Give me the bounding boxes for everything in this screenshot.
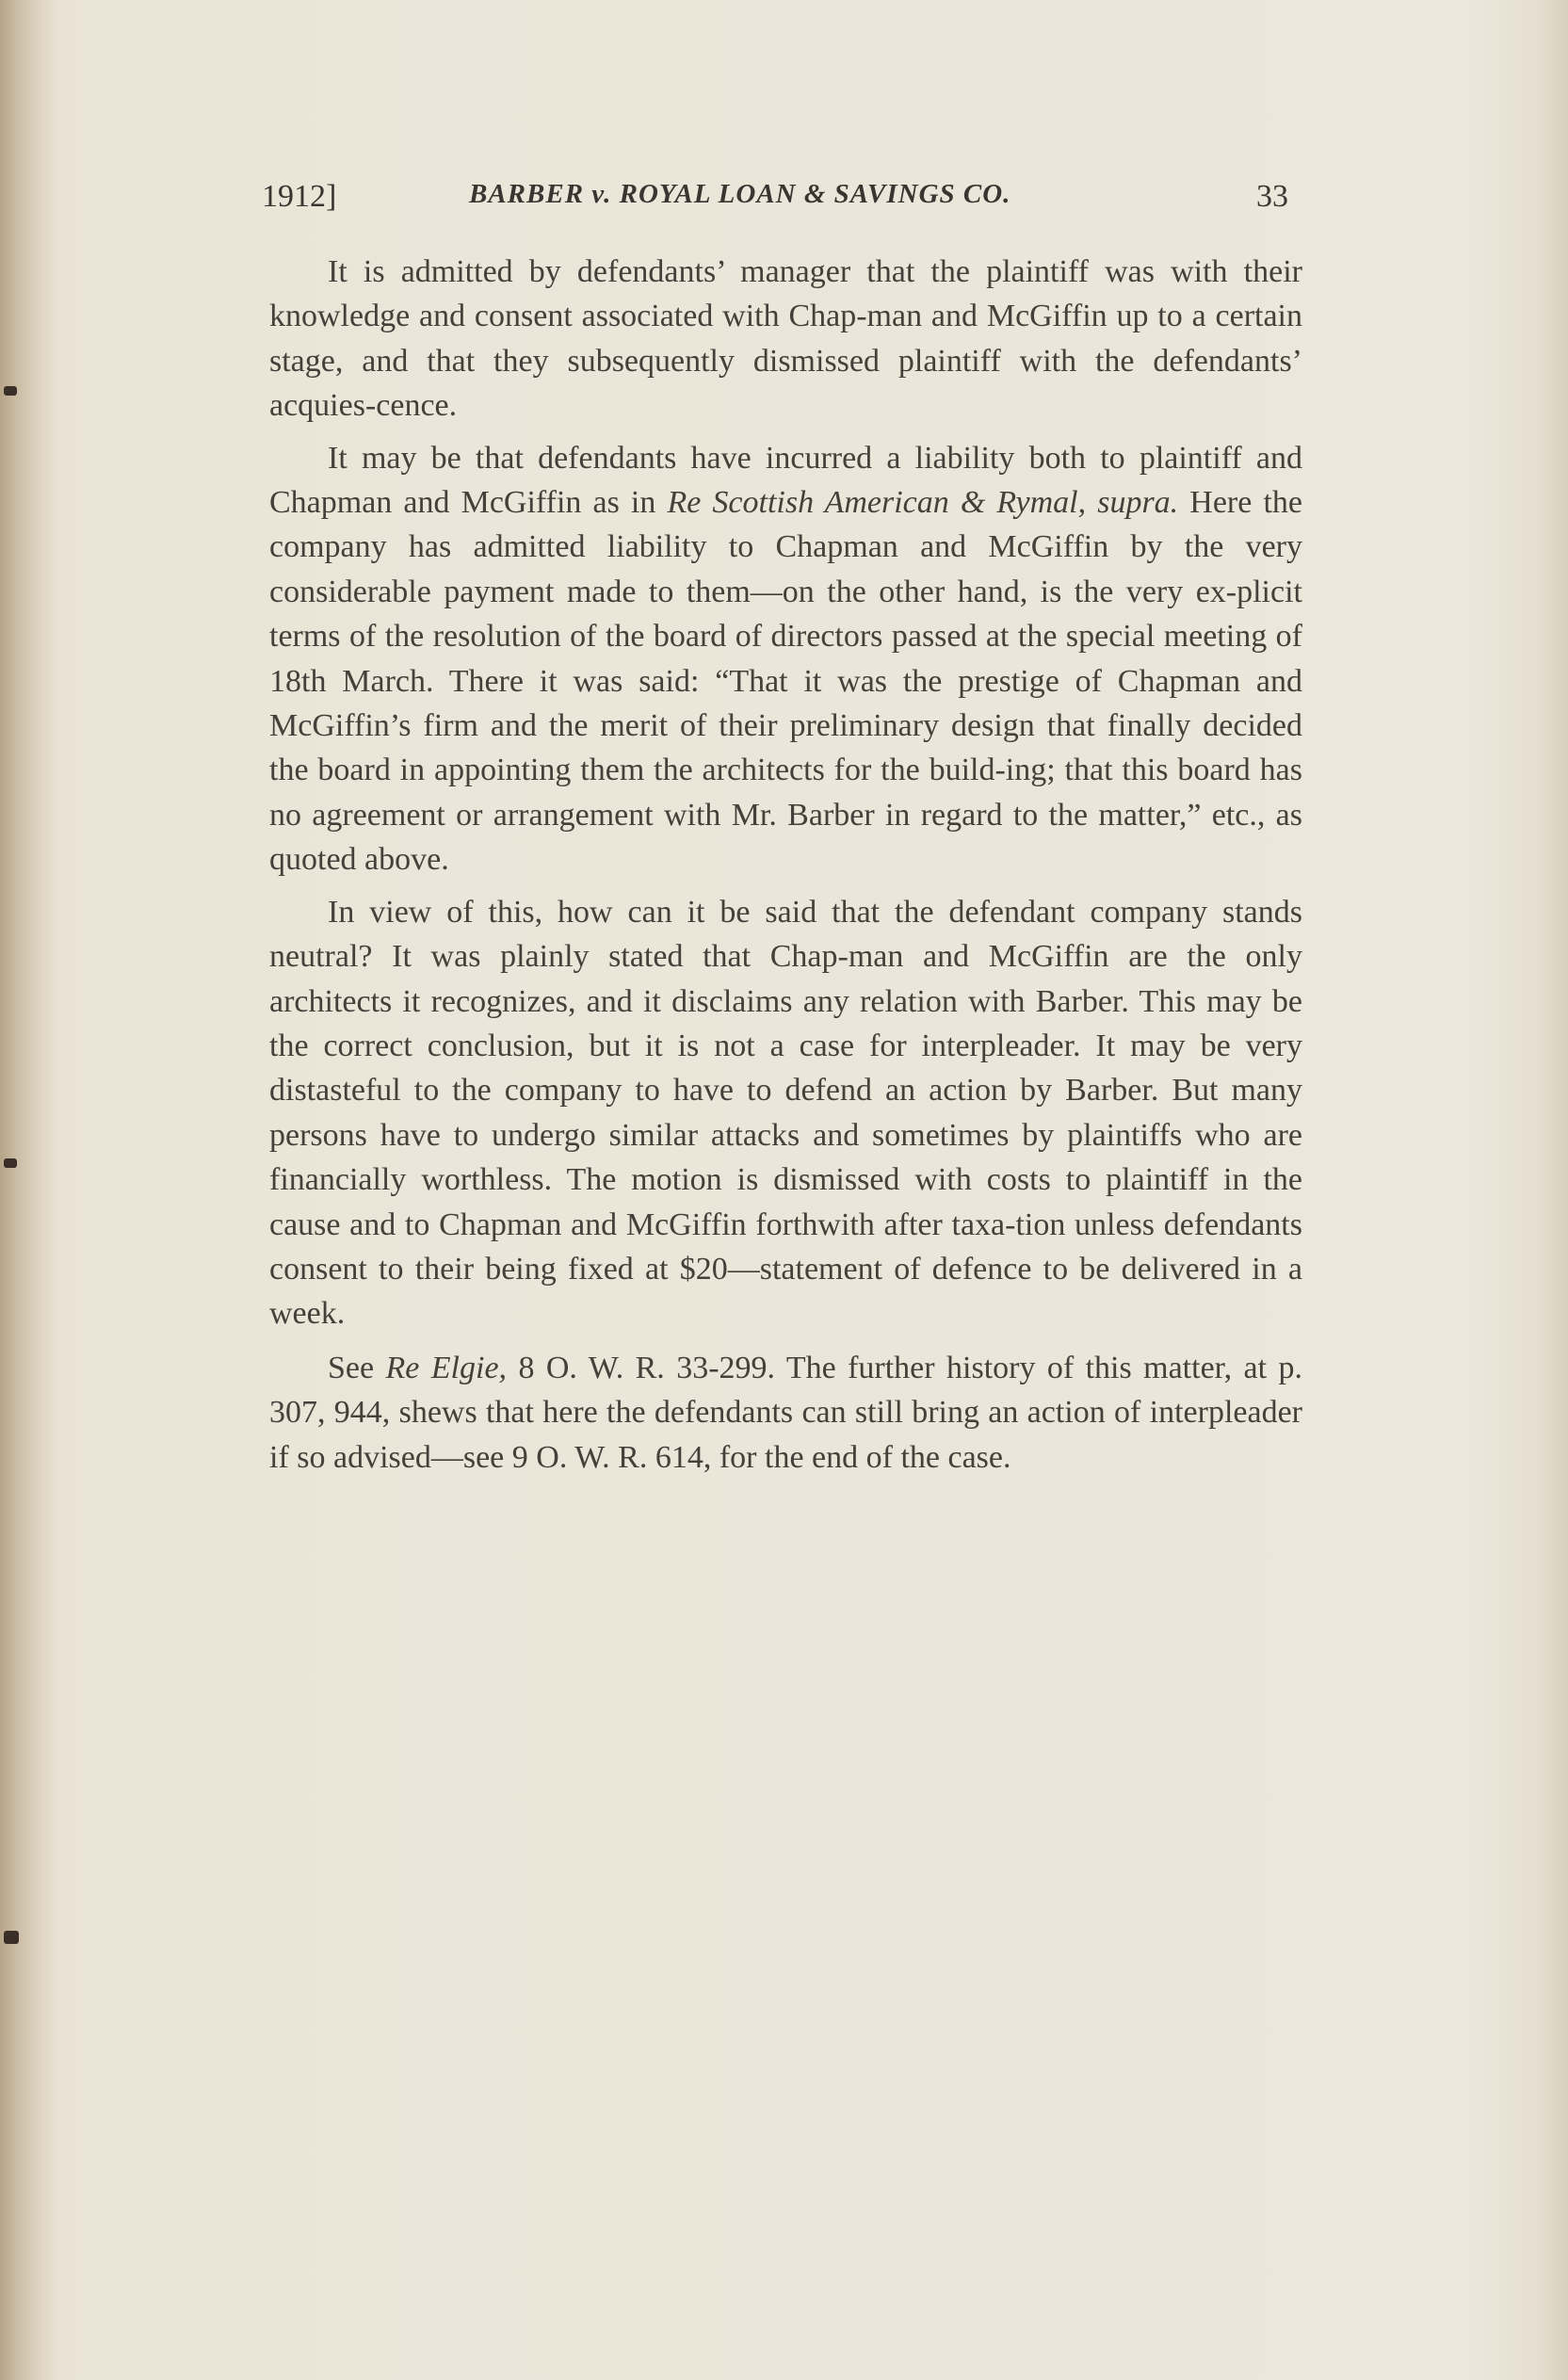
paragraph-text: See xyxy=(328,1350,386,1385)
paragraph xyxy=(269,436,1302,882)
header-case-title: BARBER v. ROYAL LOAN & SAVINGS CO. xyxy=(469,179,1011,209)
header-year: 1912] xyxy=(262,179,337,214)
binding-hole-mark xyxy=(4,1158,17,1168)
paragraph xyxy=(269,250,1302,429)
binding-hole-mark xyxy=(4,1931,19,1944)
page-gutter-shadow xyxy=(0,0,57,2380)
paragraph-text: In view of this, how can it be said that the defendant company stands neutral? It was plainly stated that Chap-man and McGiffin are the only architects it recognizes, and it disclaims any relation with Barber. This may be the correct conclusion, but it is not a case for interpleader. It may be very distasteful to the company to have to defend an action by Barber. But many persons have to undergo similar attacks and sometimes by plaintiffs who are financially worthless. The motion is dismissed with costs to plaintiff in the cause and to Chapman and McGiffin forthwith after taxa-tion unless defendants consent to their being fixed at $20—statement of defence to be delivered in a week. xyxy=(269,894,1302,1332)
paragraph xyxy=(269,890,1302,1336)
paragraph-text: It is admitted by defendants’ manager that the plaintiff was with their knowledge and consent associated with Chap-man and McGiffin up to a certain stage, and that they subsequently dismissed plaintiff with the defendants’ acquies-cence. xyxy=(269,254,1302,424)
paragraph xyxy=(269,1346,1302,1480)
page-body xyxy=(269,250,1302,1487)
paragraph-text: It may be that defendants have incurred a liability both to plaintiff and Chapman and McGiffin as in xyxy=(269,440,1302,521)
paragraph-text: Here the company has admitted liability to Chapman and McGiffin by the very considerable payment made to them—on the other hand, is the very ex-plicit terms of the resolution of the board of directors passed at the special meeting of 18th March. There it was said: “That it was the prestige of Chapman and McGiffin’s firm and the merit of their preliminary design that finally decided the board in appointing them the architects for the build-ing; that this board has no agreement or arrangement with Mr. Barber in regard to the matter,” etc., as quoted above. xyxy=(269,485,1302,878)
page-number: 33 xyxy=(1256,179,1288,214)
case-citation: Re Scottish American & Rymal, supra. xyxy=(667,485,1179,521)
running-header xyxy=(262,175,1288,222)
case-citation: Re Elgie, xyxy=(385,1350,508,1385)
binding-hole-mark xyxy=(4,386,17,396)
paragraph-text: 8 O. W. R. 33-299. The further history of this matter, at p. 307, 944, shews that here the defendants can still bring an action of interpleader if so advised—see 9 O. W. R. 614, for the end of the case. xyxy=(269,1350,1302,1475)
